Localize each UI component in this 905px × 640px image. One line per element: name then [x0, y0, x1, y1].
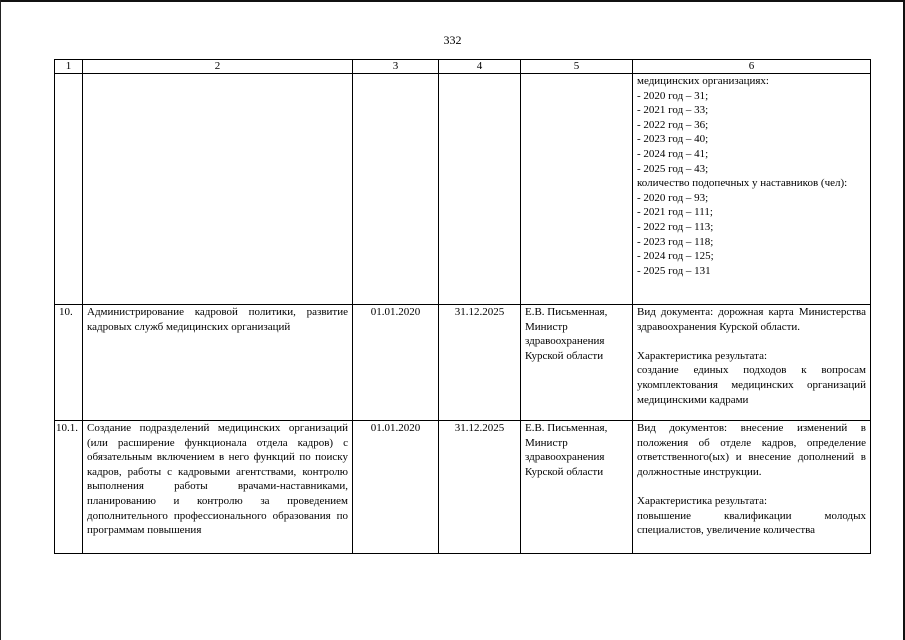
column-number: 3 [353, 60, 439, 74]
result-line: - 2022 год – 36; [637, 118, 709, 131]
result-characteristic-label: Характеристика результата: [637, 349, 768, 362]
measure-title-cell: Создание подразделений медицинских организаций (или расширение функционала отдела кадров) с обязательным включением в него функций по поиску кадров, работы с кадровыми агентствами, контролю выполнения работы врачами-наставниками, планированию и контролю за проведением дополнительного профессионального образования по программам повышения [83, 421, 353, 554]
scan-edge-top [0, 0, 905, 2]
result-line: медицинских организациях: [637, 75, 769, 87]
plan-table [54, 59, 871, 554]
column-number: 2 [83, 60, 353, 74]
measure-title-cell [83, 74, 353, 305]
result-characteristic-label: Характеристика результата: [637, 494, 768, 507]
result-document: Вид документов: внесение изменений в положения об отделе кадров, определение ответственного(ых) и внесение дополнений в должностные инструкции. [637, 422, 866, 478]
result-document: Вид документа: дорожная карта Министерства здравоохранения Курской области. [637, 306, 866, 333]
result-line: - 2025 год – 131 [637, 264, 711, 277]
end-date-cell: 31.12.2025 [439, 421, 521, 554]
responsible-cell [521, 74, 633, 305]
column-number: 6 [633, 60, 871, 74]
page-number: 332 [443, 33, 462, 47]
scan-edge-left [0, 0, 1, 640]
start-date-cell [353, 74, 439, 305]
column-number: 5 [521, 60, 633, 74]
result-cell [633, 74, 871, 305]
result-line: - 2024 год – 41; [637, 147, 709, 160]
result-characteristic-text: повышение квалификации молодых специалистов, увеличение количества [637, 509, 866, 537]
column-number: 4 [439, 60, 521, 74]
end-date-cell [439, 74, 521, 305]
result-line: - 2025 год – 43; [637, 162, 709, 175]
column-number: 1 [55, 60, 83, 74]
measure-title-cell: Администрирование кадровой политики, развитие кадровых служб медицинских организаций [83, 305, 353, 421]
row-number-cell [55, 74, 83, 305]
result-line: - 2024 год – 125; [637, 250, 714, 263]
result-cell [633, 305, 871, 421]
table-row [55, 421, 871, 554]
result-line: - 2023 год – 118; [637, 235, 714, 248]
responsible-cell: Е.В. Письменная, Министр здравоохранения Курской области [521, 305, 633, 421]
responsible-cell: Е.В. Письменная, Министр здравоохранения Курской области [521, 421, 633, 554]
result-line: - 2020 год – 93; [637, 191, 709, 204]
result-line: - 2020 год – 31; [637, 89, 709, 102]
result-line: - 2022 год – 113; [637, 220, 714, 233]
row-number-cell: 10. [55, 305, 83, 421]
table-row [55, 305, 871, 421]
table-row [55, 74, 871, 305]
result-characteristic-text: создание единых подходов к вопросам укомплектования медицинских организаций медицинскими кадрами [637, 364, 866, 406]
result-line: количество подопечных у наставников (чел): [637, 177, 848, 190]
column-number-row [55, 60, 871, 74]
result-cell [633, 421, 871, 554]
result-line: - 2021 год – 33; [637, 104, 709, 117]
result-line: - 2021 год – 111; [637, 206, 713, 219]
row-number-cell: 10.1. [55, 421, 83, 554]
start-date-cell: 01.01.2020 [353, 421, 439, 554]
start-date-cell: 01.01.2020 [353, 305, 439, 421]
result-line: - 2023 год – 40; [637, 133, 709, 146]
end-date-cell: 31.12.2025 [439, 305, 521, 421]
